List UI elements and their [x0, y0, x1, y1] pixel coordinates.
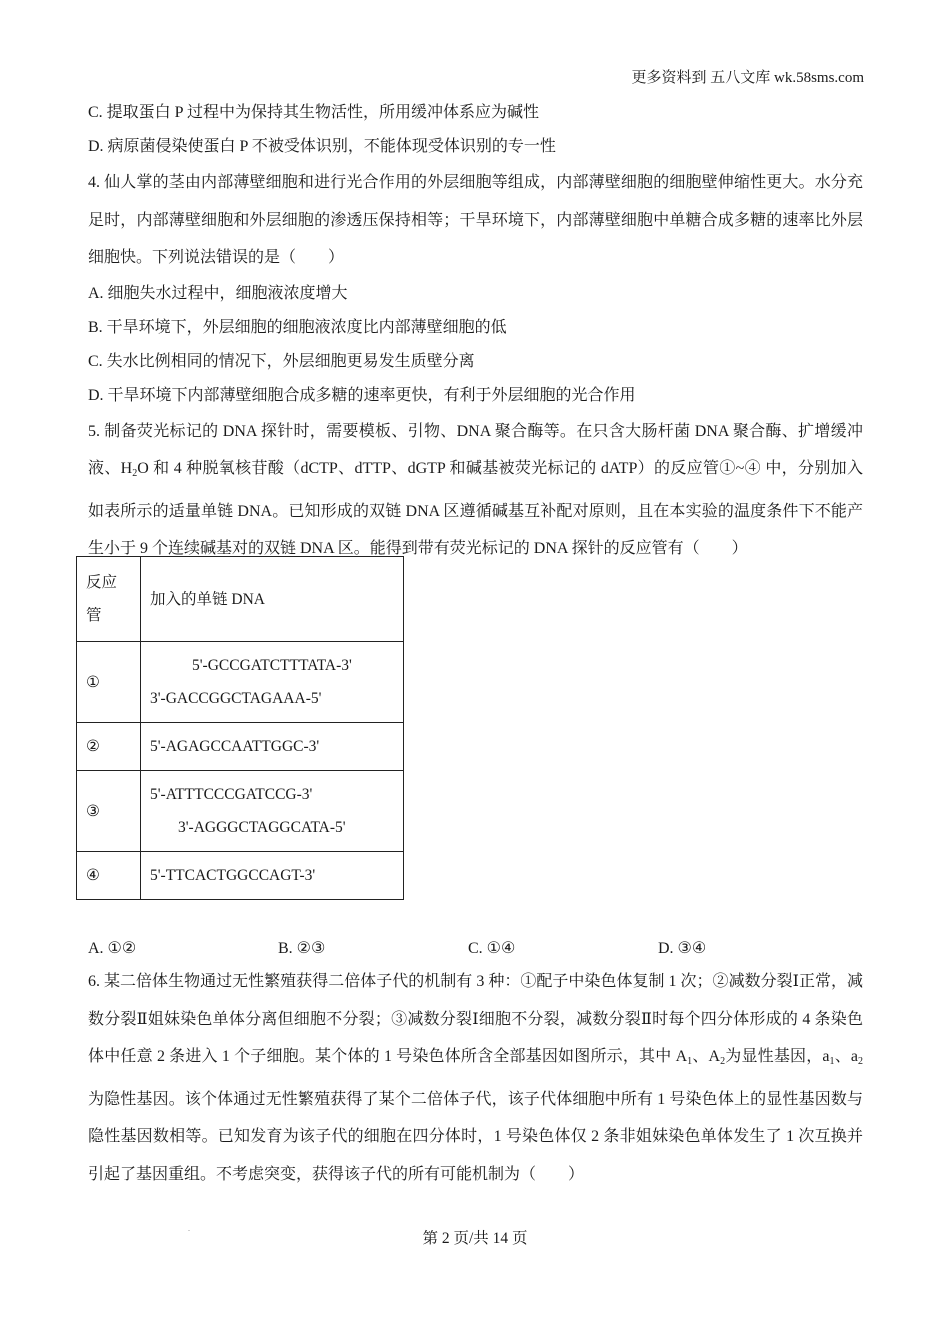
table-row [77, 723, 404, 771]
q6-text: 为隐性基因。该个体通过无性繁殖获得了某个二倍体子代，该子代体细胞中所有 1 号染色体上的显性基因数与隐性基因数相等。已知发育为该子代的细胞在四分体时，1 号染色体仅 2 条非姐妹染色单体发生了 1 次互换并引起了基因重组。不考虑突变，获得该子代的所有可能机制为（ ） [88, 1090, 863, 1183]
table-row [77, 771, 404, 852]
page-number: 第 2 页/共 14 页 [422, 1230, 528, 1247]
sequence-strand: 3'-GACCGGCTAGAAA-5' [150, 690, 322, 707]
sequence-strand: 5'-TTCACTGGCCAGT-3' [141, 852, 404, 900]
table-row [77, 642, 404, 723]
question-block-upper [88, 96, 863, 568]
header-dna: 加入的单链 DNA [141, 557, 404, 642]
subscript: 1 [687, 1056, 693, 1067]
subscript: 2 [720, 1056, 726, 1067]
sequence-cell [141, 771, 404, 852]
q4-option-b: B. 干旱环境下，外层细胞的细胞液浓度比内部薄壁细胞的低 [88, 318, 507, 336]
q6-text: 6. 某二倍体生物通过无性繁殖获得二倍体子代的机制有 3 种：①配子中染色体复制 1 次；②减数分裂Ⅰ正常，减数分裂Ⅱ姐妹染色单体分离但细胞不分裂；③减数分裂Ⅰ细胞不分裂，减数分裂Ⅱ时每个四分体形成的 4 条染色体中任意 2 条进入 1 个子细胞。某个体的 1 号染色体所含全部基因如图所示，其中 A [88, 973, 863, 1065]
sequence-strand: 5'-AGAGCCAATTGGC-3' [141, 723, 404, 771]
q5-stem-subscript: 2 [132, 468, 138, 479]
table-header-row [77, 557, 404, 642]
dna-table [76, 556, 404, 900]
q5-stem [88, 413, 863, 568]
sequence-strand: 5'-ATTTCCCGATCCG-3' [150, 786, 313, 803]
q6-text: 、a [834, 1048, 858, 1065]
header-tube [77, 557, 141, 642]
tube-number: ② [77, 723, 141, 771]
subscript: 2 [858, 1056, 863, 1067]
q5-option-a: A. ①② [88, 940, 137, 957]
table-row [77, 852, 404, 900]
q3-option-d: D. 病原菌侵染使蛋白 P 不被受体识别，不能体现受体识别的专一性 [88, 138, 556, 155]
tube-number: ① [77, 642, 141, 723]
q4-option-c: C. 失水比例相同的情况下，外层细胞更易发生质壁分离 [88, 352, 475, 370]
sequence-cell [141, 642, 404, 723]
q6-text: 为显性基因，a [725, 1048, 830, 1065]
q4-option-d: D. 干旱环境下内部薄壁细胞合成多糖的速率更快，有利于外层细胞的光合作用 [88, 386, 636, 404]
subscript: 1 [829, 1056, 835, 1067]
q5-stem-part-b: O 和 4 种脱氧核苷酸（dCTP、dTTP、dGTP 和碱基被荧光标记的 dATP）的反应管①~④ 中，分别加入如表所示的适量单链 DNA。已知形成的双链 DNA 区遵循碱基互补配对原则，且在本实验的温度条件下不能产生小于 9 个连续碱基对的双链 DNA 区。能得到带有荧光标记的 DNA 探针的反应管有（ ） [88, 460, 863, 557]
header-tube-line1: 反应 [86, 574, 118, 591]
stray-dot: . [188, 1224, 190, 1233]
q3-option-c: C. 提取蛋白 P 过程中为保持其生物活性，所用缓冲体系应为碱性 [88, 104, 539, 121]
q5-options [88, 932, 848, 966]
header-source: 更多资料到 五八文库 wk.58sms.com [631, 70, 864, 86]
q6-stem [88, 963, 863, 1193]
q4-stem: 4. 仙人掌的茎由内部薄壁细胞和进行光合作用的外层细胞等组成，内部薄壁细胞的细胞壁伸缩性更大。水分充足时，内部薄壁细胞和外层细胞的渗透压保持相等；干旱环境下，内部薄壁细胞中单糖合成多糖的速率比外层细胞快。下列说法错误的是（ ） [88, 174, 863, 266]
q5-option-c: C. ①④ [468, 940, 516, 957]
tube-number: ③ [77, 771, 141, 852]
header-tube-line2: 管 [86, 607, 102, 624]
q5-option-b: B. ②③ [278, 940, 326, 957]
q6-text: 、A [692, 1048, 721, 1065]
q5-stem-part-a: 5. 制备荧光标记的 DNA 探针时，需要模板、引物、DNA 聚合酶等。在只含大肠杆菌 DNA 聚合酶、扩增缓冲液、H [88, 422, 863, 477]
sequence-strand: 3'-AGGGCTAGGCATA-5' [178, 819, 346, 836]
q5-option-d: D. ③④ [658, 940, 707, 957]
q4-option-a: A. 细胞失水过程中，细胞液浓度增大 [88, 284, 348, 302]
sequence-strand: 5'-GCCGATCTTTATA-3' [192, 657, 352, 674]
tube-number: ④ [77, 852, 141, 900]
